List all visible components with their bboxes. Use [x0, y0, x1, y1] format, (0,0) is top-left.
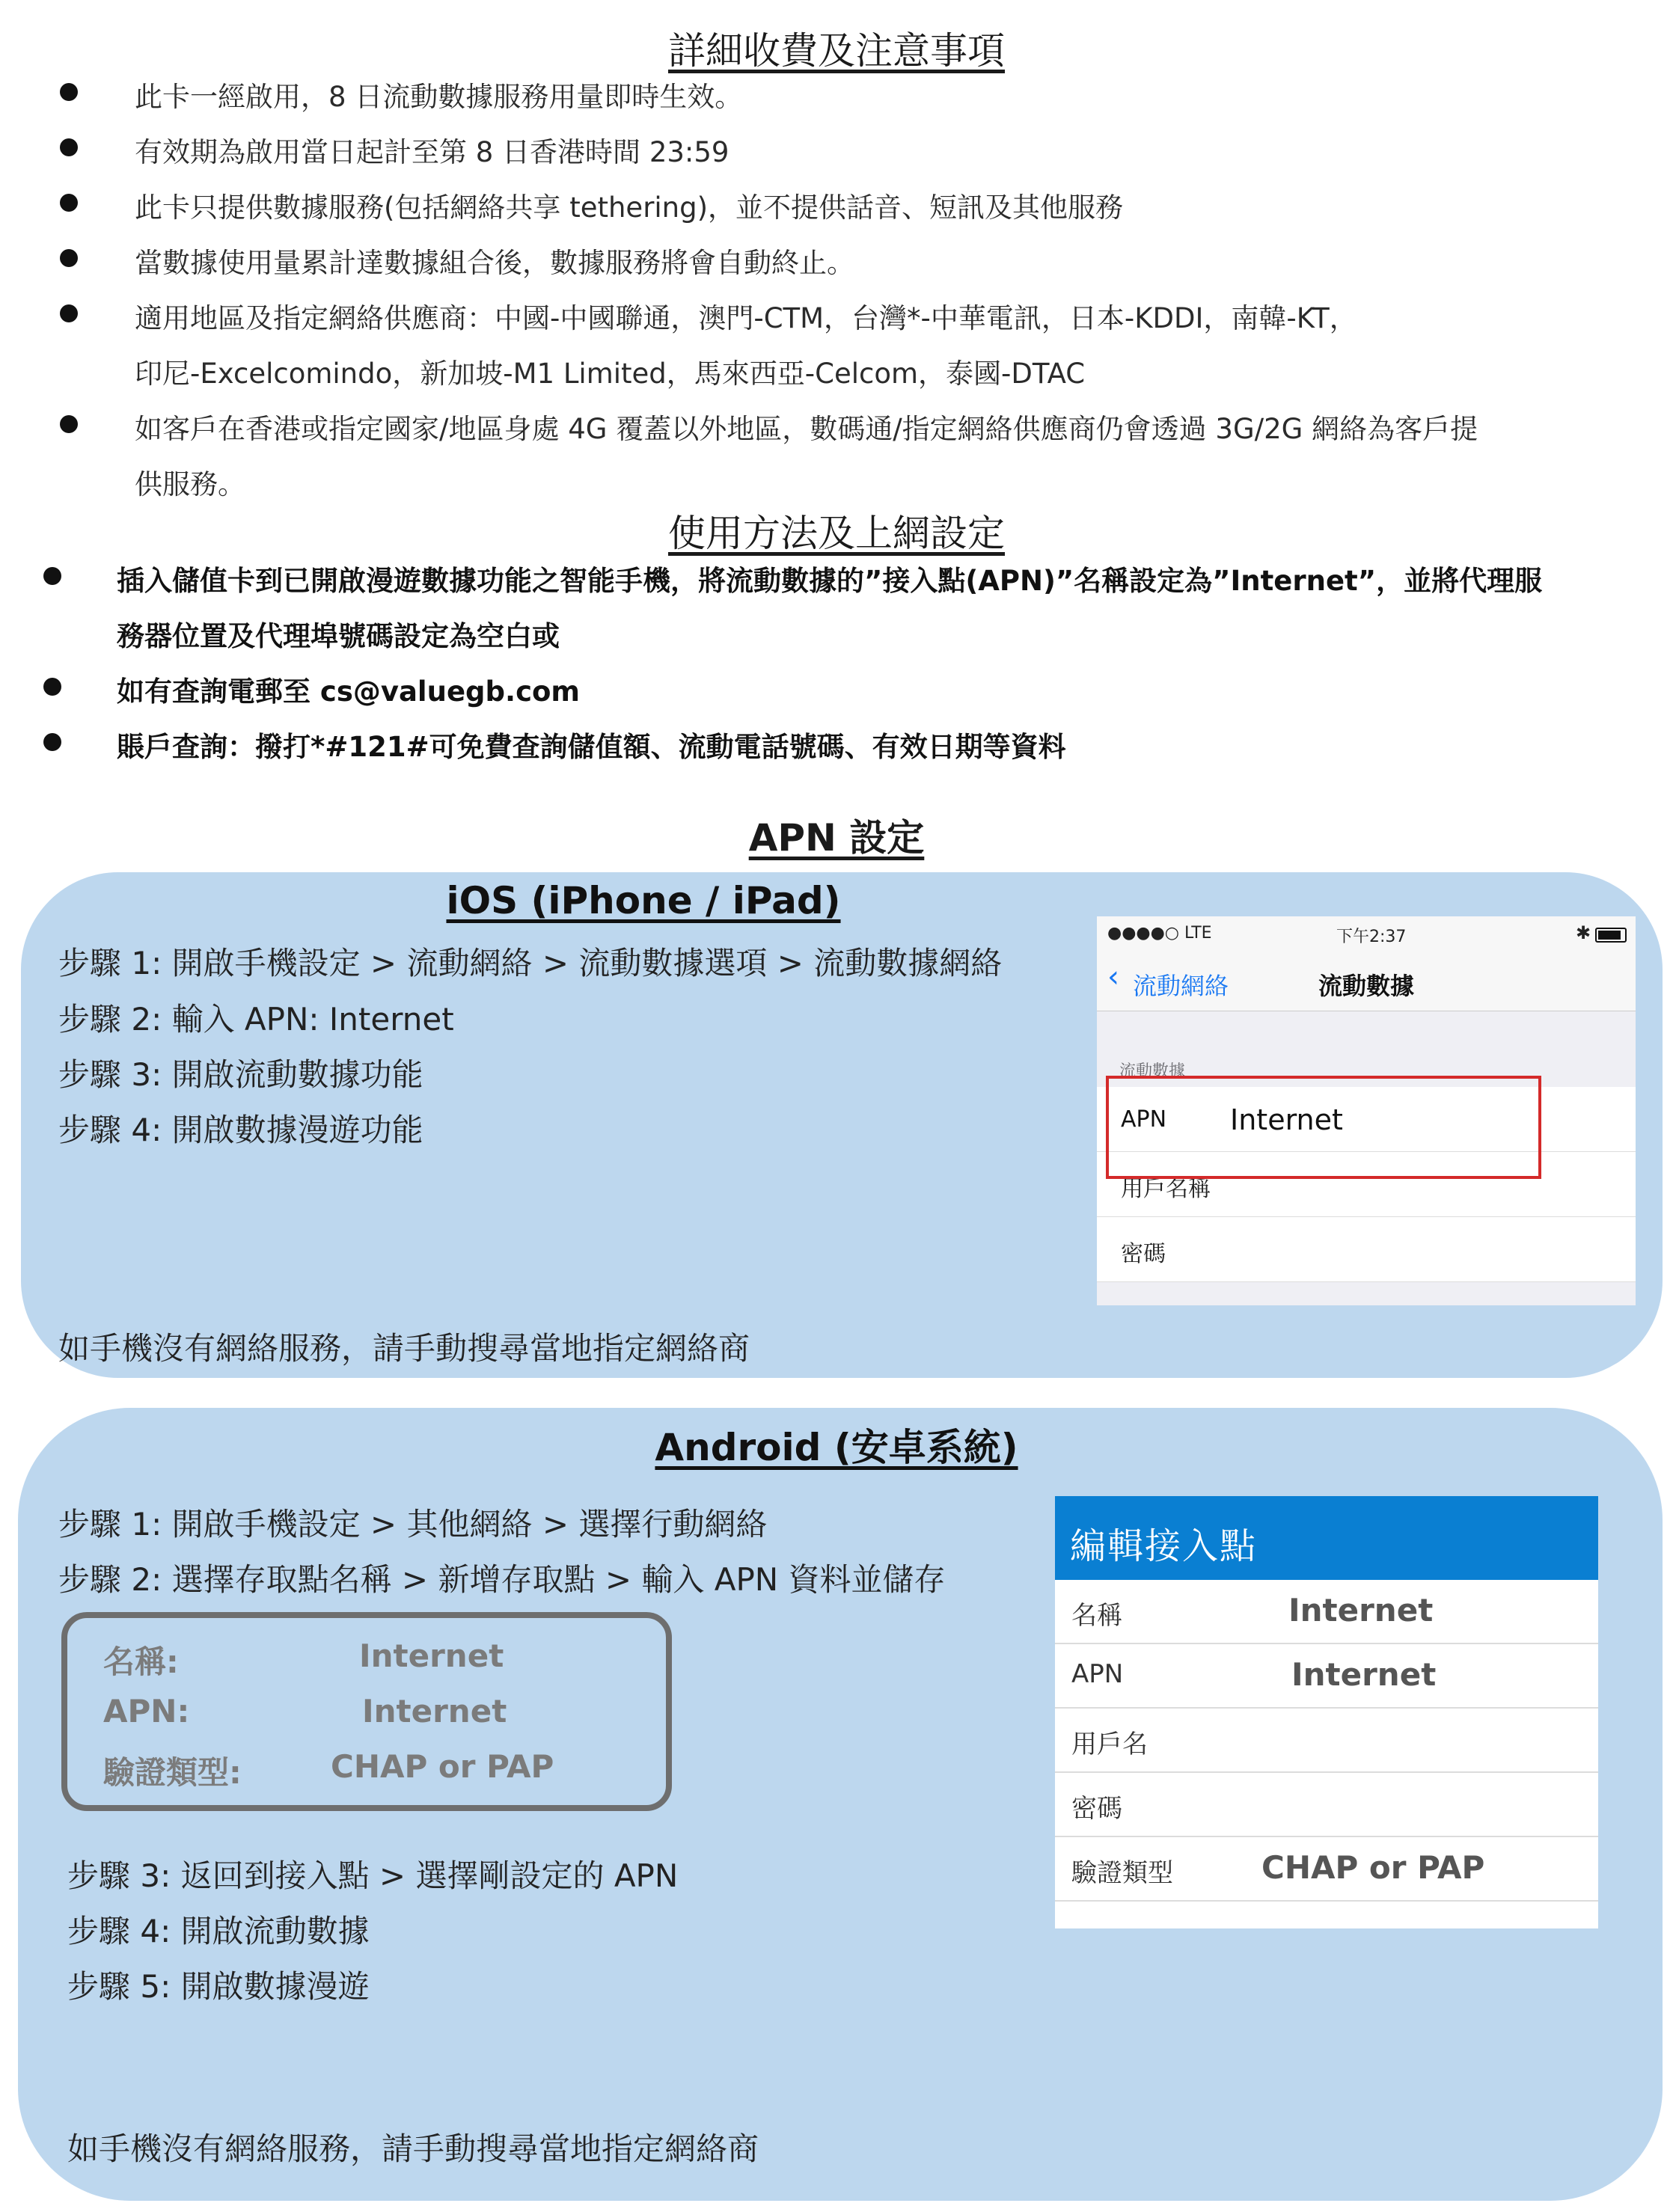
- android-step: 步驟 2: 選擇存取點名稱 > 新增存取點 > 輸入 APN 資料並儲存: [58, 1561, 946, 1598]
- name-value[interactable]: Internet: [1288, 1592, 1434, 1629]
- android-apn-row[interactable]: [1055, 1644, 1598, 1709]
- nav-title: 流動數據: [1318, 972, 1415, 1000]
- apn-settings-box: [61, 1612, 672, 1811]
- bullet-icon: [60, 83, 78, 101]
- auth-value[interactable]: CHAP or PAP: [1261, 1849, 1485, 1886]
- fees-title: 詳細收費及注意事項: [668, 29, 1005, 73]
- apn-value[interactable]: Internet: [1230, 1103, 1343, 1136]
- box-apn-value: Internet: [362, 1693, 507, 1730]
- box-name-label: 名稱:: [103, 1643, 179, 1680]
- android-step: 步驟 5: 開啟數據漫遊: [67, 1968, 370, 2005]
- back-button[interactable]: 流動網絡: [1133, 972, 1229, 1000]
- bullet-icon: [43, 567, 61, 585]
- ios-step: 步驟 2: 輸入 APN: Internet: [58, 1001, 454, 1038]
- android-title: Android (安卓系統): [655, 1426, 1018, 1469]
- bullet-icon: [60, 249, 78, 267]
- bluetooth-icon: ✱: [1576, 922, 1591, 943]
- password-label: 密碼: [1071, 1794, 1122, 1824]
- android-step: 步驟 4: 開啟流動數據: [67, 1913, 370, 1949]
- apn-value[interactable]: Internet: [1291, 1656, 1437, 1693]
- edit-apn-header: [1055, 1496, 1598, 1580]
- bullet-icon: [43, 678, 61, 696]
- box-auth-value: CHAP or PAP: [331, 1748, 554, 1785]
- bullet-icon: [60, 194, 78, 212]
- bullet-icon: [43, 733, 61, 751]
- box-name-value: Internet: [359, 1637, 504, 1674]
- android-apn-screenshot: [1055, 1496, 1598, 1928]
- battery-icon: [1595, 928, 1627, 943]
- auth-label: 驗證類型: [1071, 1858, 1173, 1888]
- android-step: 步驟 1: 開啟手機設定 > 其他網絡 > 選擇行動網絡: [58, 1506, 768, 1542]
- username-label: 用戶名稱: [1121, 1176, 1211, 1202]
- apn-label: APN: [1121, 1106, 1167, 1133]
- ios-step: 步驟 1: 開啟手機設定 > 流動網絡 > 流動數據選項 > 流動數據網絡: [58, 945, 1003, 981]
- box-apn-label: APN:: [103, 1693, 190, 1730]
- box-auth-label: 驗證類型:: [103, 1754, 242, 1791]
- ios-settings-screenshot: [1097, 916, 1636, 1305]
- password-label: 密碼: [1121, 1241, 1166, 1267]
- section-header: 流動數據: [1119, 1062, 1186, 1081]
- android-step: 步驟 3: 返回到接入點 > 選擇剛設定的 APN: [67, 1857, 679, 1894]
- status-bar: [1097, 916, 1636, 951]
- edit-apn-title: 編輯接入點: [1070, 1525, 1258, 1567]
- name-label: 名稱: [1071, 1601, 1122, 1631]
- android-username-row[interactable]: [1055, 1709, 1598, 1773]
- bullet-icon: [60, 415, 78, 433]
- android-password-row[interactable]: [1055, 1773, 1598, 1837]
- bullet-icon: [60, 138, 78, 156]
- bullet-icon: [60, 304, 78, 322]
- ios-note: 如手機沒有網絡服務，請手動搜尋當地指定網絡商: [58, 1330, 750, 1367]
- password-row[interactable]: [1097, 1217, 1636, 1282]
- username-label: 用戶名: [1071, 1730, 1148, 1759]
- usage-title: 使用方法及上網設定: [668, 512, 1005, 555]
- apn-highlight-box: [1106, 1076, 1541, 1179]
- ios-title: iOS (iPhone / iPad): [446, 879, 841, 922]
- android-name-row[interactable]: [1055, 1580, 1598, 1644]
- apn-label: APN: [1071, 1659, 1124, 1689]
- android-note: 如手機沒有網絡服務，請手動搜尋當地指定網絡商: [67, 2130, 759, 2167]
- carrier-signal: ●●●●○ LTE: [1107, 924, 1212, 943]
- nav-bar: [1097, 951, 1636, 1011]
- android-auth-row[interactable]: [1055, 1837, 1598, 1902]
- ios-step: 步驟 4: 開啟數據漫遊功能: [58, 1112, 423, 1148]
- apn-title: APN 設定: [748, 816, 925, 860]
- chevron-left-icon[interactable]: ‹: [1107, 960, 1119, 994]
- ios-step: 步驟 3: 開啟流動數據功能: [58, 1056, 423, 1093]
- status-time: 下午2:37: [1336, 928, 1407, 946]
